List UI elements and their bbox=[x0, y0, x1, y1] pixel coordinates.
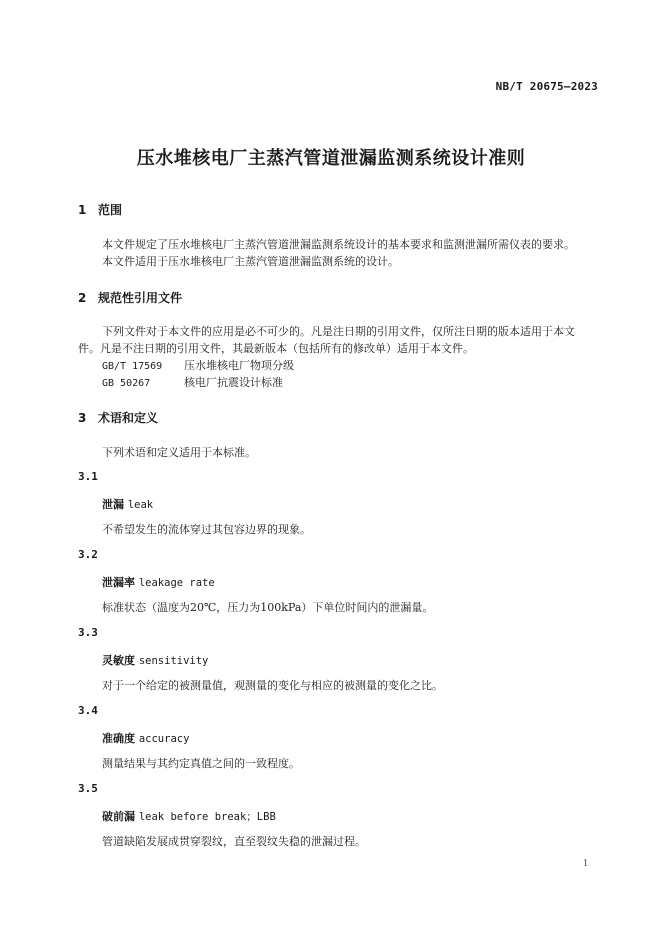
section-title: 范围 bbox=[98, 203, 123, 217]
section-title: 规范性引用文件 bbox=[98, 291, 183, 305]
paragraph: 本文件规定了压水堆核电厂主蒸汽管道泄漏监测系统设计的基本要求和监测泄漏所需仪表的要求。 bbox=[102, 238, 575, 251]
term-number: 3.4 bbox=[78, 704, 98, 717]
section-number: 3 bbox=[78, 411, 87, 425]
term-definition: 测量结果与其约定真值之间的一致程度。 bbox=[102, 757, 300, 770]
section-number: 1 bbox=[78, 203, 87, 217]
paragraph: 下列文件对于本文件的应用是必不可少的。凡是注日期的引用文件，仅所注日期的版本适用于本文 bbox=[102, 325, 575, 338]
term-definition: 不希望发生的流体穿过其包容边界的现象。 bbox=[102, 523, 311, 536]
term-entry bbox=[102, 652, 208, 668]
section-number: 2 bbox=[78, 291, 87, 305]
term-number: 3.2 bbox=[78, 548, 98, 561]
term-en: sensitivity bbox=[138, 655, 209, 667]
reference-title: 压水堆核电厂物项分级 bbox=[184, 359, 294, 372]
paragraph: 本文件适用于压水堆核电厂主蒸汽管道泄漏监测系统的设计。 bbox=[102, 255, 399, 268]
term-number: 3.3 bbox=[78, 626, 98, 639]
term-definition: 对于一个给定的被测量值，观测量的变化与相应的被测量的变化之比。 bbox=[102, 679, 443, 692]
section-heading-1 bbox=[78, 201, 122, 218]
term-entry bbox=[102, 808, 276, 824]
term-number: 3.5 bbox=[78, 782, 98, 795]
term-zh: 破前漏 bbox=[102, 810, 135, 823]
section-title: 术语和定义 bbox=[98, 411, 159, 425]
term-zh: 准确度 bbox=[102, 732, 135, 745]
term-entry bbox=[102, 496, 153, 512]
term-en: leakage rate bbox=[138, 577, 215, 589]
term-en: leak bbox=[127, 499, 154, 511]
term-definition: 标准状态（温度为20℃，压力为100kPa）下单位时间内的泄漏量。 bbox=[102, 601, 434, 614]
reference-code: GB/T 17569 bbox=[102, 361, 163, 372]
term-zh: 灵敏度 bbox=[102, 654, 135, 667]
term-number: 3.1 bbox=[78, 470, 98, 483]
page-number: 1 bbox=[583, 858, 588, 869]
term-zh: 泄漏率 bbox=[102, 576, 135, 589]
document-id: NB/T 20675—2023 bbox=[495, 80, 598, 93]
term-zh: 泄漏 bbox=[102, 498, 124, 511]
document-title: 压水堆核电厂主蒸汽管道泄漏监测系统设计准则 bbox=[136, 148, 526, 169]
normative-reference bbox=[102, 374, 283, 390]
normative-reference bbox=[102, 357, 294, 373]
term-en: accuracy bbox=[138, 733, 190, 745]
reference-title: 核电厂抗震设计标准 bbox=[184, 376, 283, 389]
paragraph: 件。凡是不注日期的引用文件，其最新版本（包括所有的修改单）适用于本文件。 bbox=[78, 342, 474, 355]
paragraph: 下列术语和定义适用于本标准。 bbox=[102, 446, 256, 459]
reference-code: GB 50267 bbox=[102, 378, 151, 389]
section-heading-2 bbox=[78, 289, 182, 306]
term-definition: 管道缺陷发展成贯穿裂纹，直至裂纹失稳的泄漏过程。 bbox=[102, 835, 366, 848]
section-heading-3 bbox=[78, 409, 158, 426]
term-entry bbox=[102, 574, 215, 590]
term-en: leak before break；LBB bbox=[138, 811, 276, 823]
term-entry bbox=[102, 730, 189, 746]
